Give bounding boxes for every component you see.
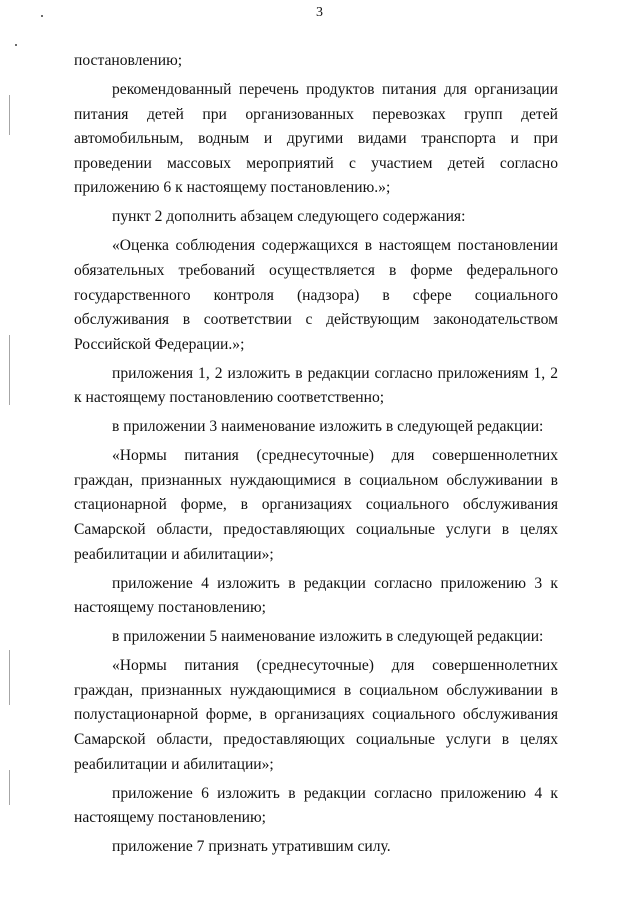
scan-dot <box>41 15 43 17</box>
paragraph-assessment-quote: «Оценка соблюдения содержащихся в настоящем постановлении обязательных требований осуществляется в форме федерального государственного контроля (надзора) в сфере социального обслуживания в соответствии с действующим законодательством Российской Федерации.»; <box>74 237 558 353</box>
paragraph-appendix-5-title: в приложении 5 наименование изложить в следующей редакции: <box>112 628 544 646</box>
paragraph-norms-stationary: «Нормы питания (среднесуточные) для совершеннолетних граждан, признанных нуждающимися в социальном обслуживании в стационарной форме, в организациях социального обслуживания Самарской области, предоставляющих социальные услуги в целях реабилитации и абилитации»; <box>74 447 558 563</box>
paragraph-appendix-6: приложение 6 изложить в редакции согласно приложению 4 к настоящему постановлению; <box>74 784 558 827</box>
paragraph-norms-semistationary: «Нормы питания (среднесуточные) для совершеннолетних граждан, признанных нуждающимися в социальном обслуживании в полустационарной форме, в организациях социального обслуживания Самарской области, предоставляющих социальные услуги в целях реабилитации и абилитации»; <box>74 657 558 773</box>
paragraph-appendix-3-title: в приложении 3 наименование изложить в следующей редакции: <box>112 418 544 436</box>
paragraph-appendices-1-2: приложения 1, 2 изложить в редакции согласно приложениям 1, 2 к настоящему постановлению соответственно; <box>74 364 558 407</box>
paragraph-appendix-4: приложение 4 изложить в редакции согласно приложению 3 к настоящему постановлению; <box>74 574 558 617</box>
paragraph-continuation: постановлению; <box>74 52 183 69</box>
scan-line <box>9 335 10 405</box>
document-body <box>74 49 558 864</box>
scan-line <box>9 770 10 805</box>
paragraph-recommended-list: рекомендованный перечень продуктов питания для организации питания детей при организованных перевозках групп детей автомобильным, водным и другими видами транспорта и при проведении массовых мероприятий с участием детей согласно приложению 6 к настоящему постановлению.»; <box>74 80 558 197</box>
scan-line <box>9 95 10 135</box>
scan-line <box>9 650 10 705</box>
paragraph-appendix-7: приложение 7 признать утратившим силу. <box>112 838 391 856</box>
scan-dot <box>15 44 17 46</box>
paragraph-point-2: пункт 2 дополнить абзацем следующего содержания: <box>112 208 466 226</box>
page-number: 3 <box>316 5 323 20</box>
